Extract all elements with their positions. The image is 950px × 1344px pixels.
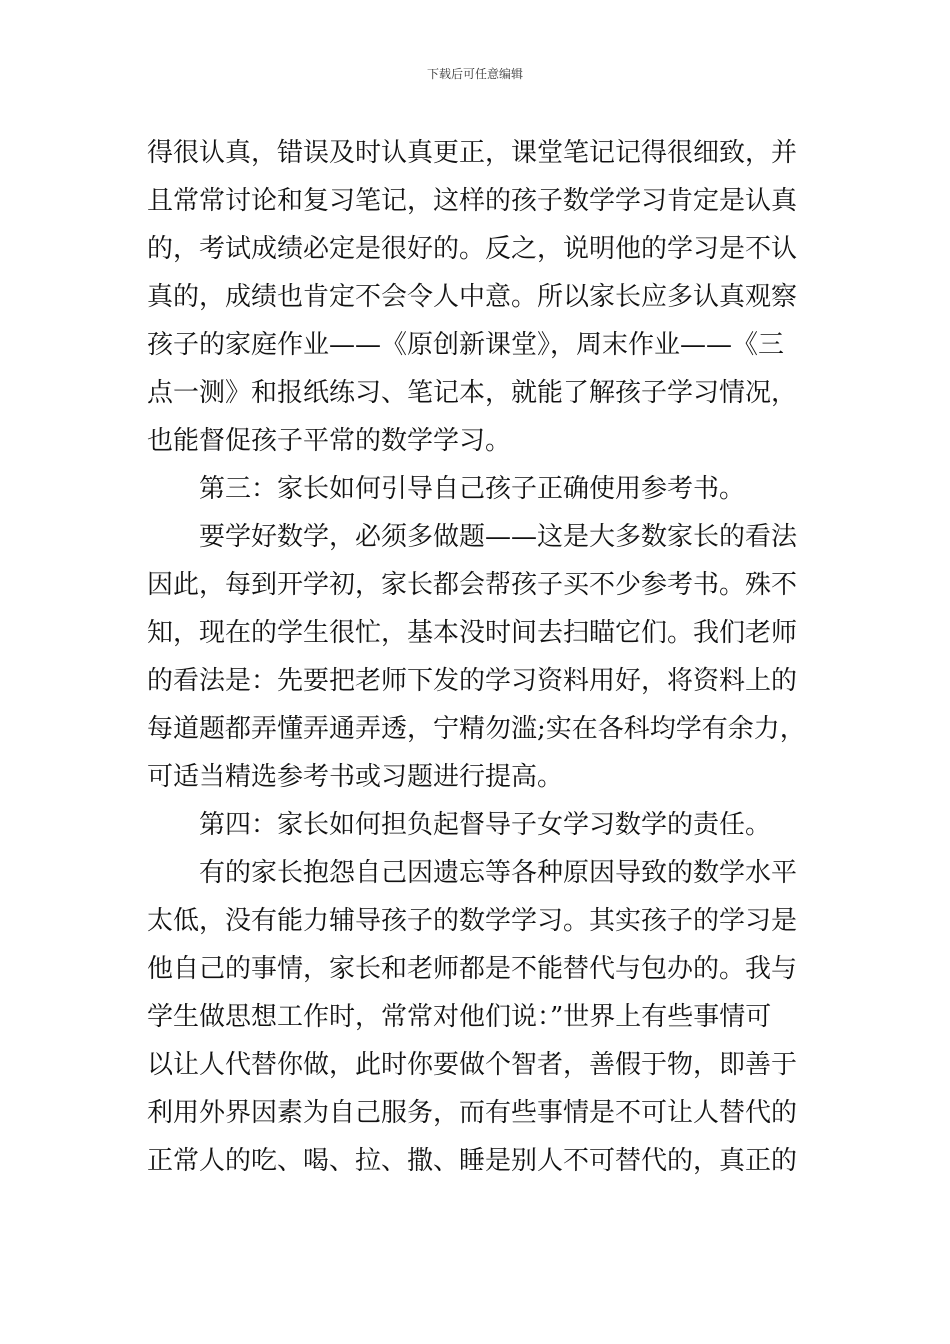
page-header: 下载后可任意编辑 bbox=[426, 67, 523, 81]
text-line: 太低，没有能力辅导孩子的数学学习。其实孩子的学习是 bbox=[147, 906, 798, 936]
text-line: 第四：家长如何担负起督导子女学习数学的责任。 bbox=[199, 810, 772, 840]
text-line: 知，现在的学生很忙，基本没时间去扫瞄它们。我们老师 bbox=[147, 618, 798, 648]
text-line: 的看法是：先要把老师下发的学习资料用好，将资料上的 bbox=[147, 666, 798, 696]
text-line: 要学好数学，必须多做题——这是大多数家长的看法 bbox=[199, 522, 798, 552]
text-line: 他自己的事情，家长和老师都是不能替代与包办的。我与 bbox=[147, 954, 798, 984]
text-line: 得很认真，错误及时认真更正，课堂笔记记得很细致，并 bbox=[147, 138, 798, 168]
body-text bbox=[147, 129, 807, 1185]
text-line: 每道题都弄懂弄通弄透，宁精勿滥;实在各科均学有余力， bbox=[147, 714, 806, 744]
text-line: 点一测》和报纸练习、笔记本，就能了解孩子学习情况， bbox=[147, 378, 798, 408]
text-line: 第三：家长如何引导自己孩子正确使用参考书。 bbox=[199, 474, 746, 504]
text-line: 可适当精选参考书或习题进行提高。 bbox=[147, 762, 564, 792]
text-line: 以让人代替你做，此时你要做个智者，善假于物，即善于 bbox=[147, 1050, 798, 1080]
text-line: 孩子的家庭作业——《原创新课堂》，周末作业——《三 bbox=[147, 330, 785, 360]
text-line: 有的家长抱怨自己因遗忘等各种原因导致的数学水平 bbox=[199, 858, 798, 888]
text-line: 利用外界因素为自己服务，而有些事情是不可让人替代的 bbox=[147, 1098, 798, 1128]
text-line: 且常常讨论和复习笔记，这样的孩子数学学习肯定是认真 bbox=[147, 186, 798, 216]
text-line: 也能督促孩子平常的数学学习。 bbox=[147, 426, 512, 456]
text-line: 正常人的吃、喝、拉、撒、睡是别人不可替代的，真正的 bbox=[147, 1146, 798, 1176]
text-line: 因此，每到开学初，家长都会帮孩子买不少参考书。殊不 bbox=[147, 570, 798, 600]
text-line: 的，考试成绩必定是很好的。反之，说明他的学习是不认 bbox=[147, 234, 798, 264]
text-line: 学生做思想工作时，常常对他们说：”世界上有些事情可 bbox=[147, 1002, 772, 1032]
text-line: 真的，成绩也肯定不会令人中意。所以家长应多认真观察 bbox=[147, 282, 798, 312]
